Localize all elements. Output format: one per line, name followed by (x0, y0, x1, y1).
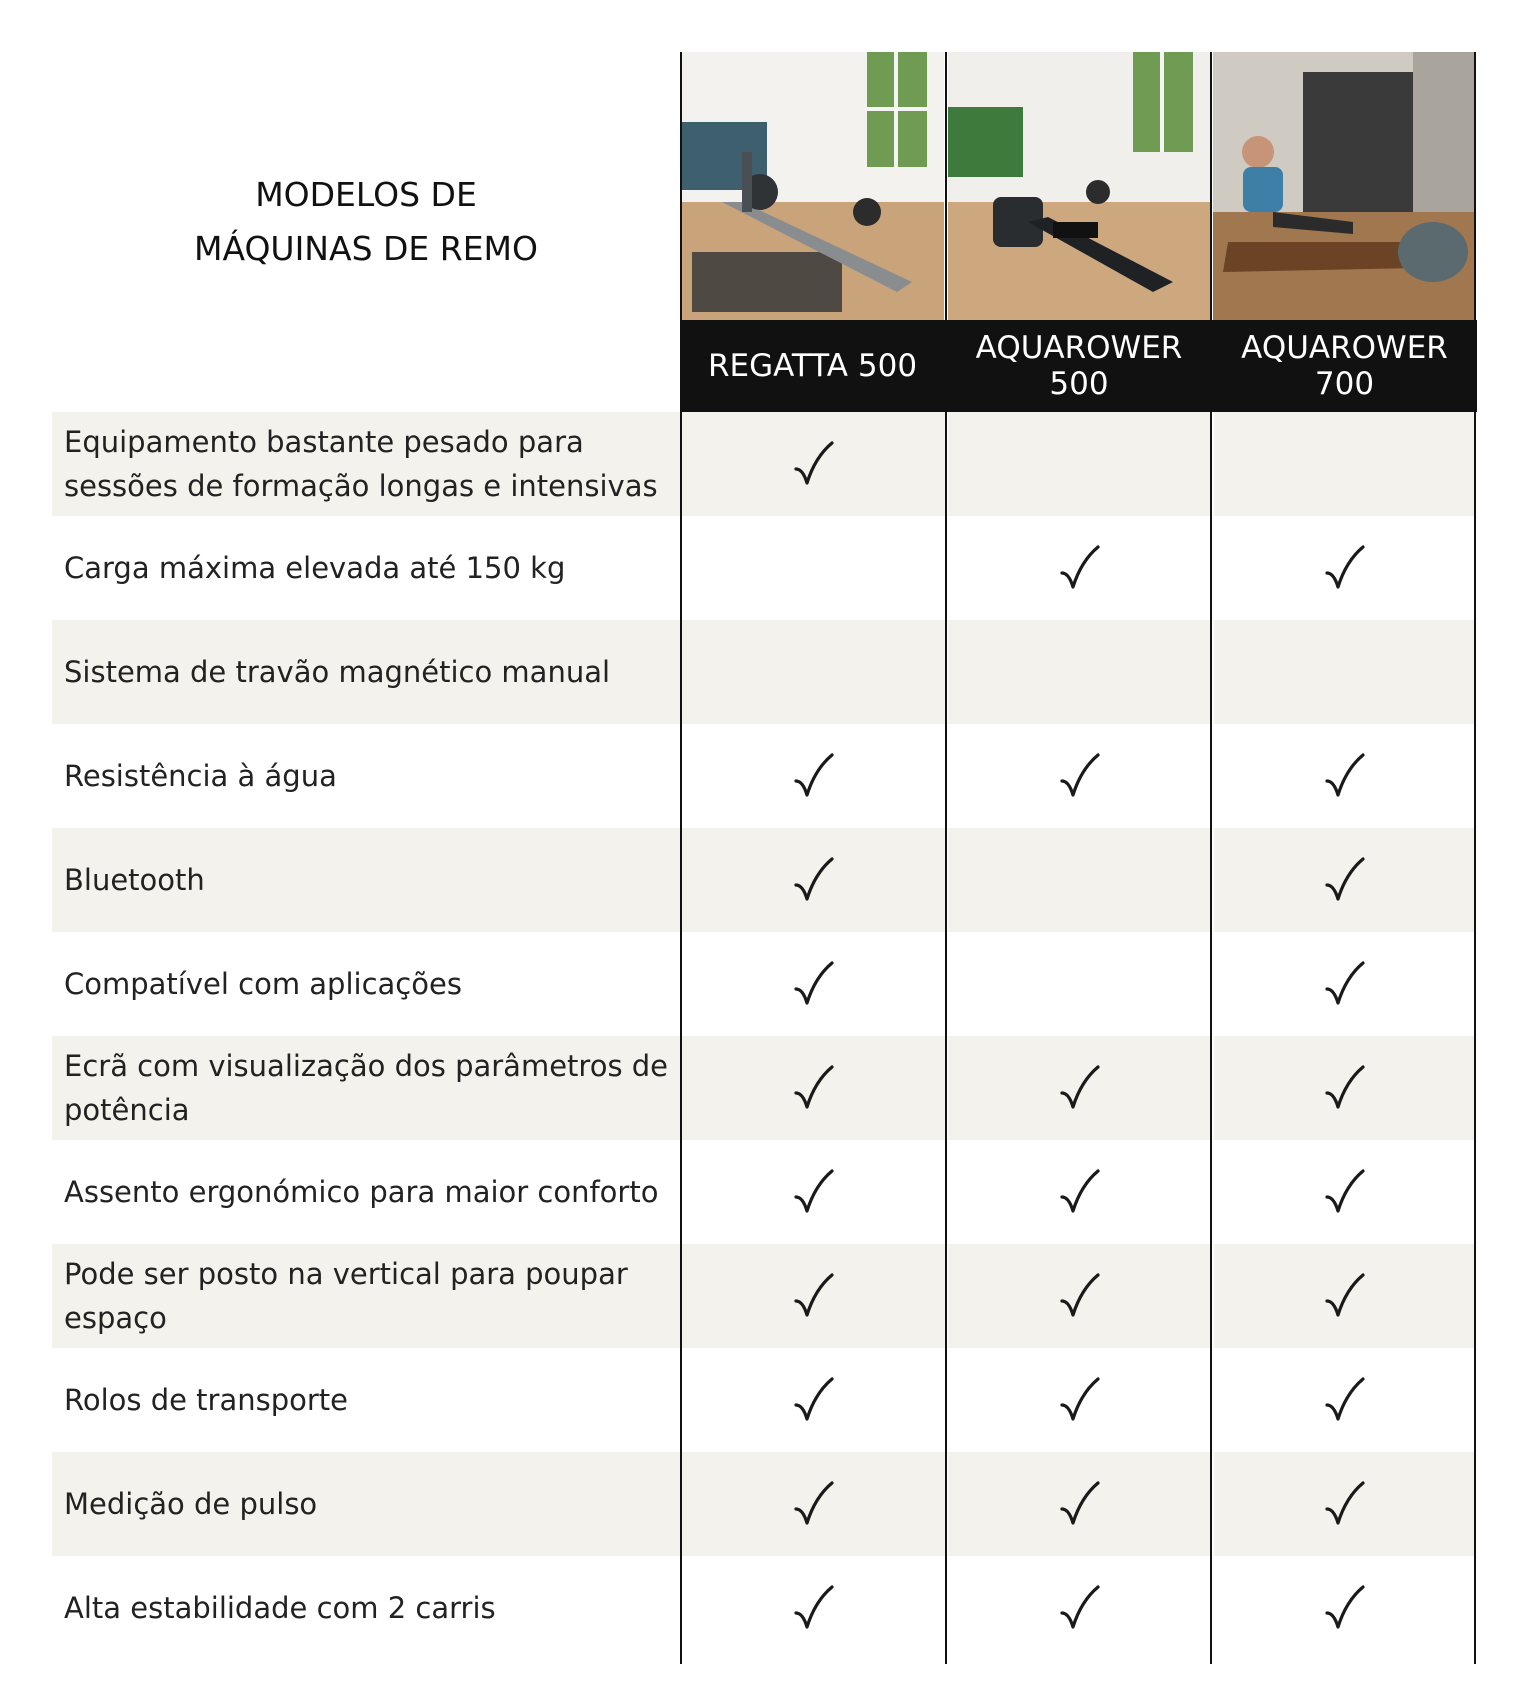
check-cell (682, 620, 946, 724)
feature-label: Assento ergonómico para maior conforto (64, 1175, 659, 1209)
check-cell (948, 516, 1212, 620)
table-row (52, 1556, 1476, 1660)
product-header-aquarower-700 (1212, 320, 1477, 412)
checkmark-icon (792, 1167, 836, 1217)
checkmark-icon (1323, 751, 1367, 801)
product-name: REGATTA 500 (707, 348, 918, 384)
check-cell (682, 516, 946, 620)
product-name: AQUAROWER 700 (1241, 330, 1448, 402)
check-cell (682, 724, 946, 828)
check-cell (682, 1452, 946, 1556)
check-cell (948, 828, 1212, 932)
check-cell (948, 1556, 1212, 1660)
feature-label: Sistema de travão magnético manual (52, 620, 680, 724)
checkmark-icon (1323, 1479, 1367, 1529)
checkmark-icon (792, 1479, 836, 1529)
feature-label: Ecrã com visualização dos parâmetros de potência (52, 1036, 680, 1140)
checkmark-icon (1323, 959, 1367, 1009)
feature-label: Equipamento bastante pesado para sessões de formação longas e intensivas (52, 412, 680, 516)
table-row (52, 932, 1476, 1036)
checkmark-icon (1058, 1583, 1102, 1633)
product-image-aquarower-700 (1213, 52, 1476, 320)
check-cell (1214, 932, 1476, 1036)
comparison-table (52, 412, 1476, 1660)
check-cell (682, 932, 946, 1036)
checkmark-icon (1058, 1375, 1102, 1425)
product-image-regatta-500 (682, 52, 944, 320)
table-row (52, 516, 1476, 620)
table-row (52, 1452, 1476, 1556)
check-cell (948, 724, 1212, 828)
checkmark-icon (1058, 1167, 1102, 1217)
checkmark-icon (1323, 1583, 1367, 1633)
check-cell (948, 620, 1212, 724)
check-cell (1214, 1556, 1476, 1660)
checkmark-icon (792, 439, 836, 489)
checkmark-icon (1323, 855, 1367, 905)
checkmark-icon (1323, 1063, 1367, 1113)
check-cell (1214, 516, 1476, 620)
check-cell (948, 1452, 1212, 1556)
checkmark-icon (1058, 1063, 1102, 1113)
feature-label: Resistência à água (64, 759, 337, 793)
check-cell (682, 1036, 946, 1140)
check-cell (948, 932, 1212, 1036)
checkmark-icon (792, 1271, 836, 1321)
feature-label: Pode ser posto na vertical para poupar espaço (52, 1244, 680, 1348)
table-row (52, 620, 1476, 724)
table-row (52, 1140, 1476, 1244)
checkmark-icon (792, 1583, 836, 1633)
checkmark-icon (1323, 1167, 1367, 1217)
title-line-1: MODELOS DE (255, 175, 477, 214)
check-cell (1214, 1348, 1476, 1452)
check-cell (948, 412, 1212, 516)
page-title (52, 168, 680, 276)
checkmark-icon (1323, 1271, 1367, 1321)
feature-label: Rolos de transporte (64, 1383, 349, 1417)
checkmark-icon (1323, 543, 1367, 593)
column-divider (945, 52, 947, 1664)
check-cell (1214, 620, 1476, 724)
checkmark-icon (1058, 543, 1102, 593)
check-cell (1214, 828, 1476, 932)
table-row (52, 1348, 1476, 1452)
checkmark-icon (792, 751, 836, 801)
check-cell (948, 1348, 1212, 1452)
column-divider (680, 52, 682, 1664)
product-header-aquarower-500 (947, 320, 1211, 412)
check-cell (1214, 724, 1476, 828)
check-cell (682, 1348, 946, 1452)
table-row (52, 1244, 1476, 1348)
product-name: AQUAROWER 500 (975, 330, 1183, 402)
check-cell (682, 828, 946, 932)
feature-label: Compatível com aplicações (64, 967, 462, 1001)
checkmark-icon (792, 1063, 836, 1113)
table-row (52, 828, 1476, 932)
check-cell (1214, 1452, 1476, 1556)
check-cell (1214, 1036, 1476, 1140)
feature-label: Bluetooth (52, 828, 680, 932)
table-row (52, 1036, 1476, 1140)
check-cell (948, 1244, 1212, 1348)
product-header-regatta-500 (680, 320, 945, 412)
check-cell (682, 1556, 946, 1660)
feature-label: Medição de pulso (52, 1452, 680, 1556)
checkmark-icon (1058, 1271, 1102, 1321)
column-divider (1474, 52, 1476, 1664)
table-row (52, 412, 1476, 516)
check-cell (682, 1140, 946, 1244)
check-cell (948, 1036, 1212, 1140)
check-cell (682, 412, 946, 516)
checkmark-icon (1058, 1479, 1102, 1529)
checkmark-icon (792, 959, 836, 1009)
check-cell (682, 1244, 946, 1348)
table-row (52, 724, 1476, 828)
checkmark-icon (792, 855, 836, 905)
check-cell (948, 1140, 1212, 1244)
check-cell (1214, 1140, 1476, 1244)
column-divider (1210, 52, 1212, 1664)
feature-label: Carga máxima elevada até 150 kg (64, 551, 566, 585)
feature-label: Alta estabilidade com 2 carris (64, 1591, 496, 1625)
checkmark-icon (792, 1375, 836, 1425)
product-image-aquarower-500 (948, 52, 1210, 320)
checkmark-icon (1323, 1375, 1367, 1425)
check-cell (1214, 412, 1476, 516)
check-cell (1214, 1244, 1476, 1348)
checkmark-icon (1058, 751, 1102, 801)
title-line-2: MÁQUINAS DE REMO (193, 229, 538, 268)
